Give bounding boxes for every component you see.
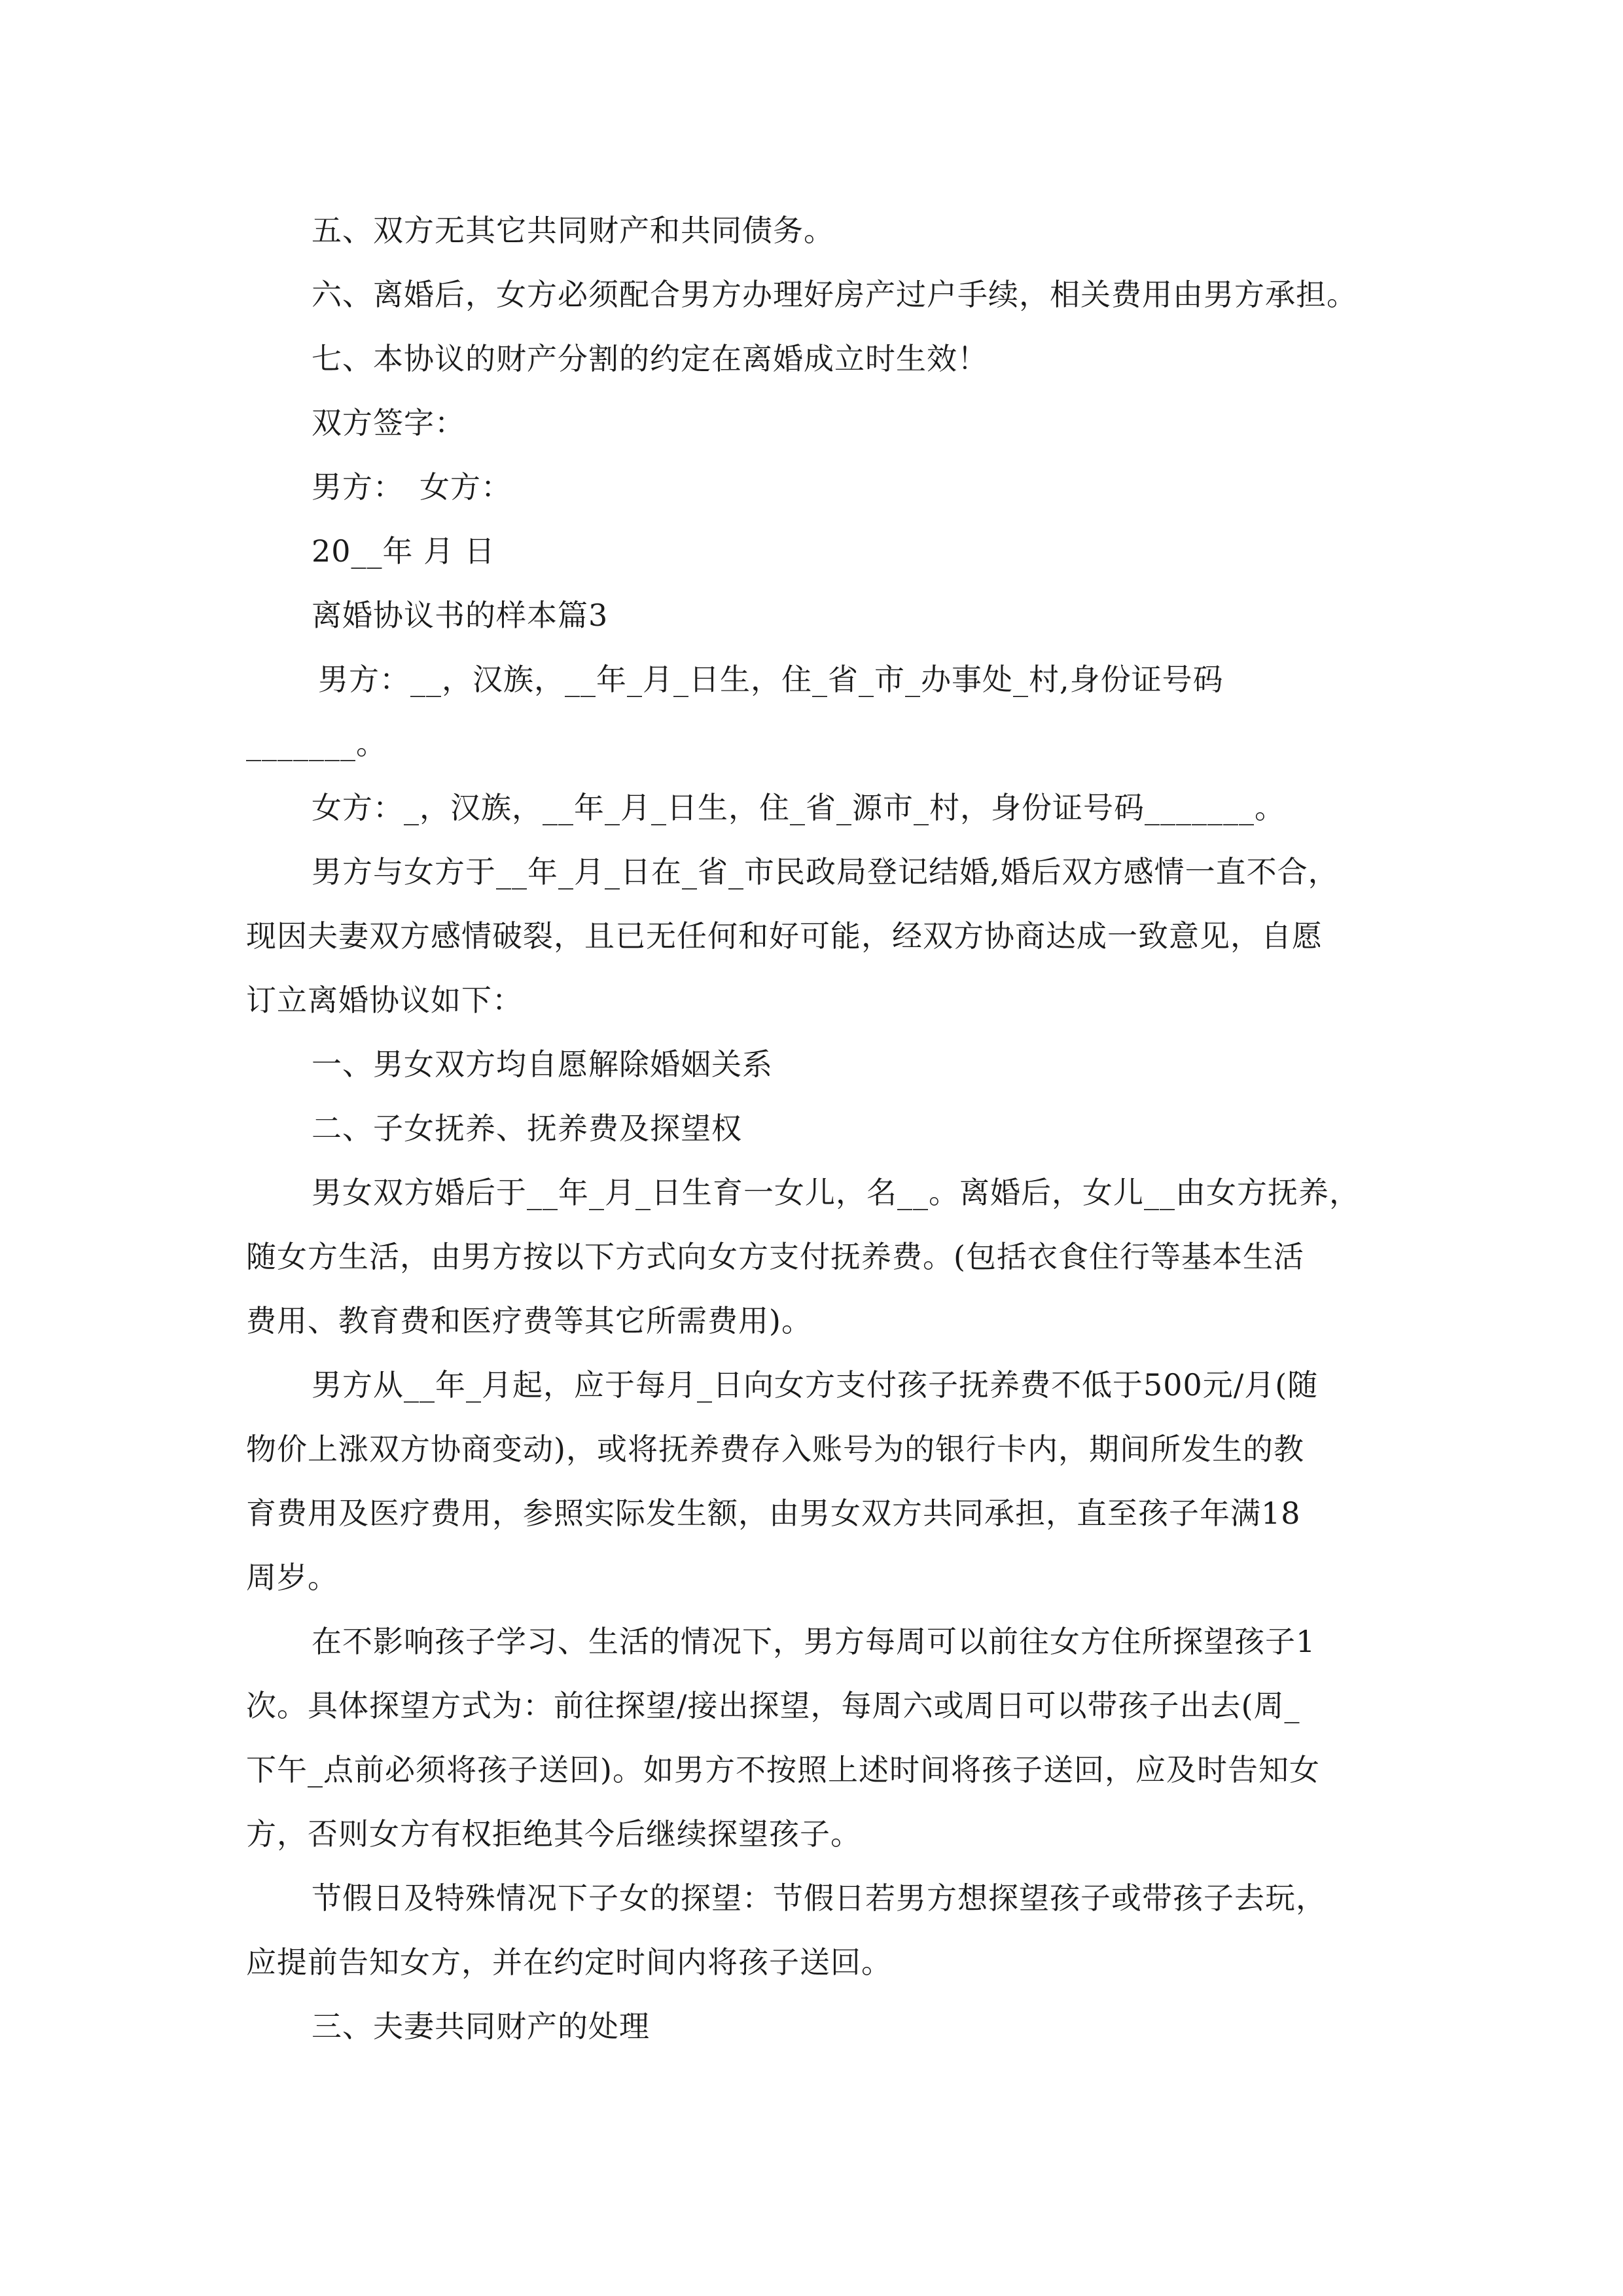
paragraph-support-line-2: 物价上涨双方协商变动)，或将抚养费存入账号为的银行卡内，期间所发生的教 <box>246 1431 1304 1467</box>
paragraph-custody-line-2: 随女方生活，由男方按以下方式向女方支付抚养费。(包括衣食住行等基本生活 <box>246 1239 1304 1274</box>
signature-heading: 双方签字： <box>312 405 465 440</box>
paragraph-visitation-line-1: 在不影响孩子学习、生活的情况下，男方每周可以前往女方住所探望孩子1 <box>312 1624 1316 1659</box>
paragraph-custody-line-3: 费用、教育费和医疗费等其它所需费用)。 <box>246 1303 812 1338</box>
paragraph-visitation-line-3: 下午_点前必须将孩子送回)。如男方不按照上述时间将孩子送回，应及时告知女 <box>246 1752 1320 1787</box>
signature-parties: 男方： 女方： <box>312 469 512 505</box>
paragraph-support-line-1: 男方从__年_月起，应于每月_日向女方支付孩子抚养费不低于500元/月(随 <box>312 1367 1319 1403</box>
paragraph-visitation-line-4: 方，否则女方有权拒绝其今后继续探望孩子。 <box>246 1816 861 1852</box>
paragraph-clause-7: 七、本协议的财产分割的约定在离婚成立时生效！ <box>312 341 988 376</box>
paragraph-custody-line-1: 男女双方婚后于__年_月_日生育一女儿，名__。离婚后，女儿__由女方抚养， <box>312 1175 1360 1210</box>
paragraph-holiday-line-2: 应提前告知女方，并在约定时间内将孩子送回。 <box>246 1945 892 1980</box>
paragraph-holiday-line-1: 节假日及特殊情况下子女的探望：节假日若男方想探望孩子或带孩子去玩， <box>312 1880 1327 1916</box>
section-title: 离婚协议书的样本篇3 <box>312 598 609 633</box>
paragraph-clause-5: 五、双方无其它共同财产和共同债务。 <box>312 213 834 248</box>
paragraph-support-line-3: 育费用及医疗费用，参照实际发生额，由男女双方共同承担，直至孩子年满18 <box>246 1496 1301 1531</box>
clause-1-heading: 一、男女双方均自愿解除婚姻关系 <box>312 1047 773 1082</box>
clause-2-heading: 二、子女抚养、抚养费及探望权 <box>312 1111 742 1146</box>
clause-3-heading: 三、夫妻共同财产的处理 <box>312 2009 650 2044</box>
signature-date: 20__年 月 日 <box>312 533 495 569</box>
party-male-line: 男方：__，汉族，__年_月_日生，住_省_市_办事处_村,身份证号码 <box>318 662 1224 697</box>
paragraph-intro-line-3: 订立离婚协议如下： <box>246 982 523 1018</box>
paragraph-clause-6: 六、离婚后，女方必须配合男方办理好房产过户手续，相关费用由男方承担。 <box>312 277 1357 312</box>
party-male-line-cont: _______。 <box>246 726 387 761</box>
paragraph-support-line-4: 周岁。 <box>246 1560 338 1595</box>
paragraph-visitation-line-2: 次。具体探望方式为：前往探望/接出探望，每周六或周日可以带孩子出去(周_ <box>246 1688 1300 1723</box>
paragraph-intro-line-2: 现因夫妻双方感情破裂，且已无任何和好可能，经双方协商达成一致意见，自愿 <box>246 918 1323 954</box>
paragraph-intro-line-1: 男方与女方于__年_月_日在_省_市民政局登记结婚,婚后双方感情一直不合， <box>312 854 1339 889</box>
party-female-line: 女方：_，汉族，__年_月_日生，住_省_源市_村，身份证号码_______。 <box>312 790 1285 825</box>
